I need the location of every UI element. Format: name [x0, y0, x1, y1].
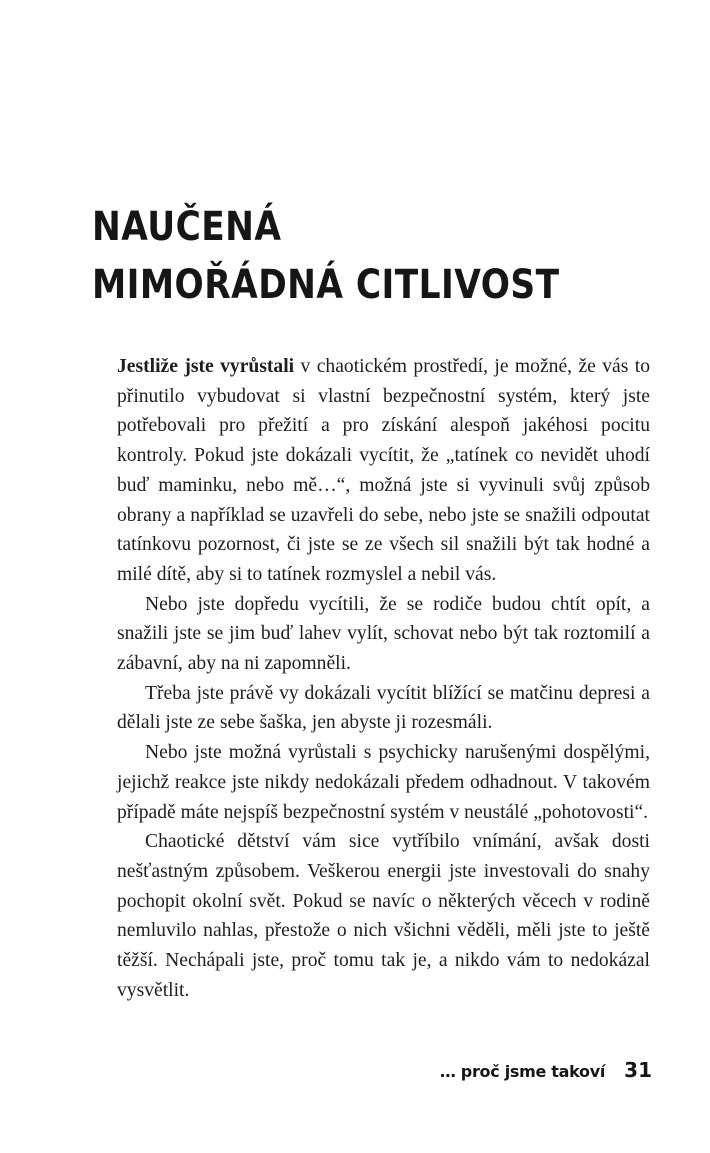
- paragraph-1-text: v chaotickém prostředí, je možné, že vás to přinutilo vybudovat si vlastní bezpečnostní systém, který jste potřebovali pro přežití a pro získání alespoň jakéhosi pocitu kontroly. Pokud jste dokázali vycítit, že „tatínek co nevidět uhodí buď maminku, nebo mě…“, možná jste si vyvinuli svůj způsob obrany a například se uzavřeli do sebe, nebo jste se snažili odpoutat tatínkovu pozornost, či jste se ze všech sil snažili být tak hodné a milé dítě, aby si to tatínek rozmyslel a nebil vás.: [117, 356, 650, 585]
- running-title: … proč jsme takoví: [439, 1062, 606, 1081]
- chapter-heading-line-2: MIMOŘÁDNÁ CITLIVOST: [92, 262, 560, 308]
- chapter-heading: [92, 198, 574, 314]
- page-number: 31: [624, 1058, 652, 1082]
- body-text: [117, 352, 650, 1005]
- paragraph-1: [117, 352, 650, 590]
- chapter-heading-line-1: NAUČENÁ: [92, 204, 282, 250]
- paragraph-lead-in: Jestliže jste vyrůstali: [117, 356, 295, 377]
- paragraph-5: Chaotické dětství vám sice vytříbilo vnímání, avšak dosti nešťastným způsobem. Veškerou energii jste investovali do snahy pochopit okolní svět. Pokud se navíc o některých věcech v rodině nemluvilo nahlas, přestože o nich všichni věděli, měli jste to ještě těžší. Nechápali jste, proč tomu tak je, a nikdo vám to nedokázal vysvětlit.: [117, 831, 650, 1001]
- page-footer: [440, 1058, 652, 1082]
- paragraph-2: Nebo jste dopředu vycítili, že se rodiče budou chtít opít, a snažili jste se jim buď lahev vylít, schovat nebo být tak roztomilí a zábavní, aby na ni zapomněli.: [117, 593, 650, 675]
- paragraph-3: Třeba jste právě vy dokázali vycítit blížící se matčinu depresi a dělali jste ze sebe šaška, jen abyste ji rozesmáli.: [117, 682, 650, 734]
- paragraph-4: Nebo jste možná vyrůstali s psychicky narušenými dospělými, jejichž reakce jste nikdy nedokázali předem odhadnout. V takovém případě máte nejspíš bezpečnostní systém v neustálé „pohotovosti“.: [117, 742, 650, 823]
